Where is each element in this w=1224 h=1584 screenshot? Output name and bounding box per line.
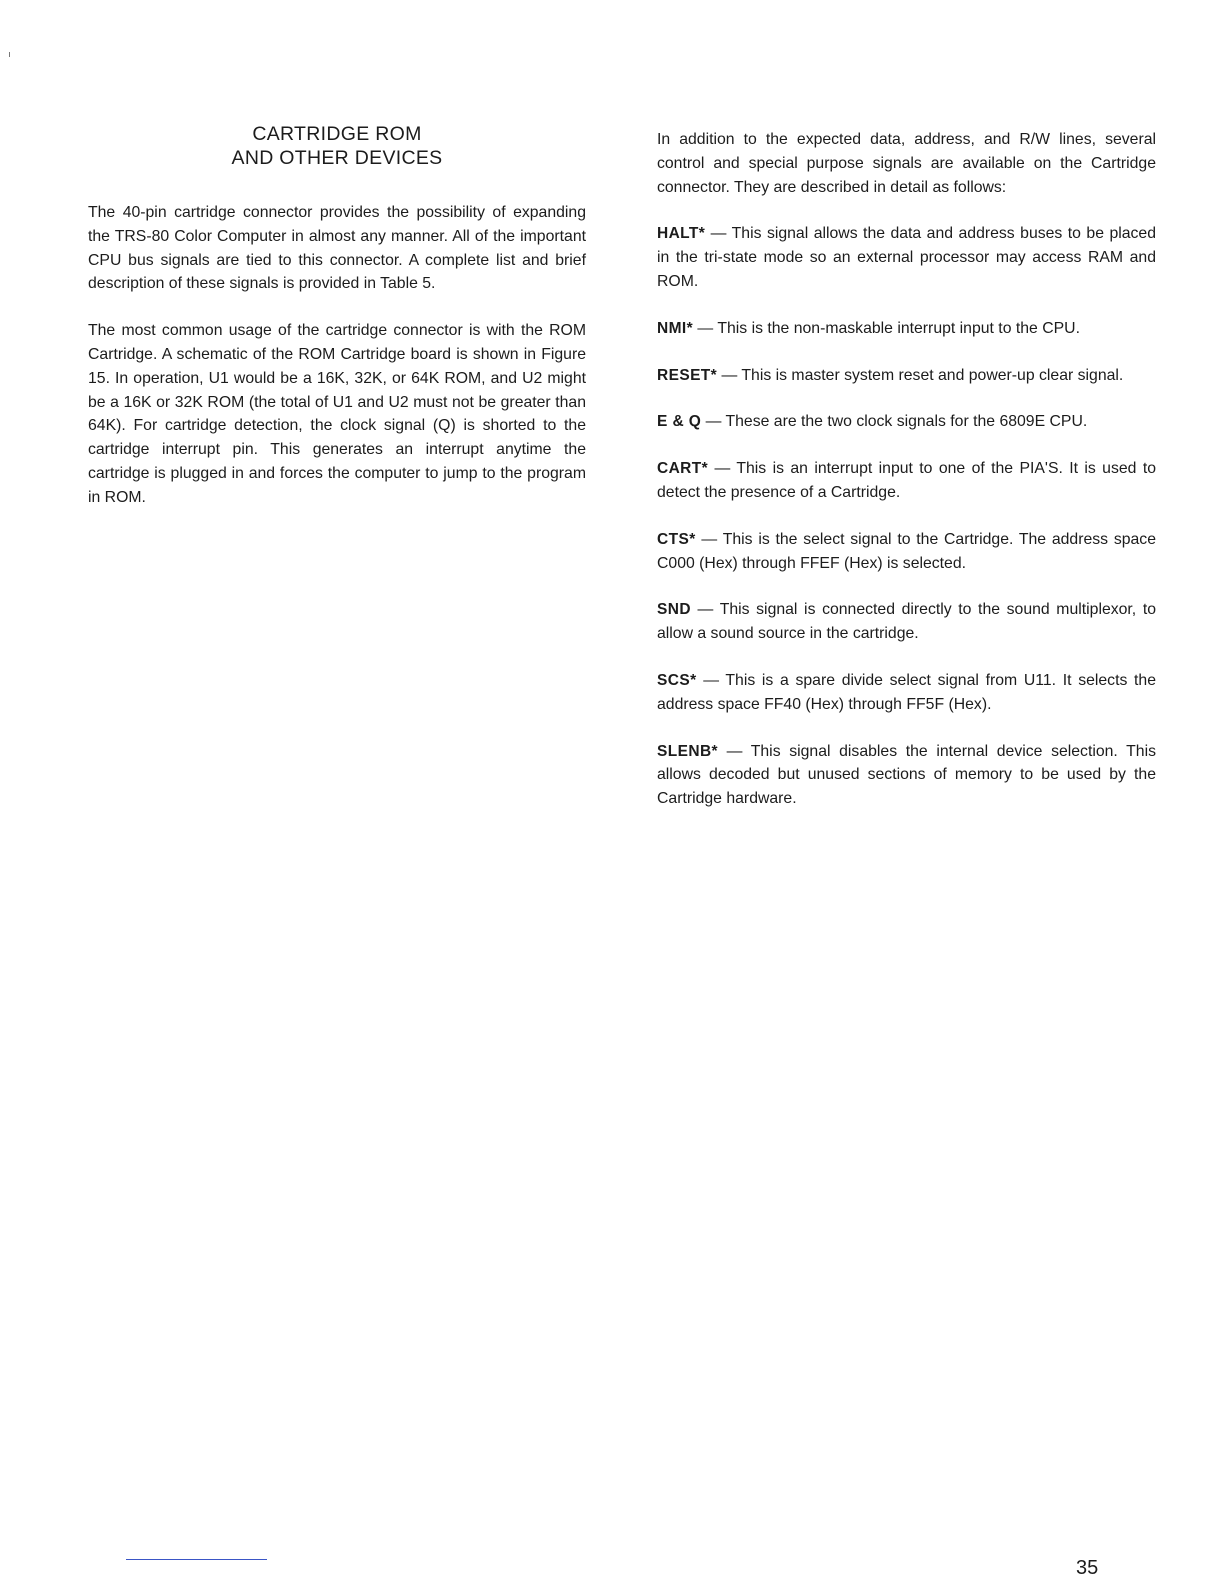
signal-entry-cart <box>657 457 1156 505</box>
signal-term: CART* <box>657 460 709 478</box>
right-column <box>657 128 1156 834</box>
section-heading <box>88 122 586 170</box>
signal-description: — These are the two clock signals for the 6809E CPU. <box>701 413 1088 431</box>
signal-description: — This signal is connected directly to the sound multiplexor, to allow a sound source in the cartridge. <box>657 601 1156 643</box>
heading-line-1: CARTRIDGE ROM <box>252 123 422 145</box>
scan-speck <box>9 52 10 57</box>
signal-entry-halt <box>657 222 1156 293</box>
signal-term: SCS* <box>657 671 697 689</box>
signal-term: SND <box>657 601 691 619</box>
paragraph-signals-intro: In addition to the expected data, address, and R/W lines, several control and special purpose signals are available on the Cartridge connector. They are described in detail as follows: <box>657 131 1156 196</box>
signal-description: — This is master system reset and power-up clear signal. <box>717 366 1124 384</box>
signal-term: HALT* <box>657 225 706 243</box>
signal-entry-e-q <box>657 410 1156 434</box>
signal-description: — This is an interrupt input to one of the PIA'S. It is used to detect the presence of a Cartridge. <box>657 460 1156 501</box>
page-number: 35 <box>1076 1557 1099 1579</box>
signal-term: CTS* <box>657 530 696 548</box>
signal-description: — This is a spare divide select signal from U11. It selects the address space FF40 (Hex) through FF5F (Hex). <box>657 671 1156 713</box>
signal-entry-nmi <box>657 317 1156 341</box>
left-column <box>88 122 586 510</box>
signal-entry-snd <box>657 598 1156 646</box>
footer-rule <box>126 1559 267 1560</box>
paragraph-rom-cartridge: The most common usage of the cartridge connector is with the ROM Cartridge. A schematic of the ROM Cartridge board is shown in Figure 15. In operation, U1 would be a 16K, 32K, or 64K ROM, and U2 might be a 16K or 32K ROM (the total of U1 and U2 must not be greater than 64K). For cartridge detection, the clock signal (Q) is shorted to the cartridge interrupt pin. This generates an interrupt anytime the cartridge is plugged in and forces the computer to jump to the program in ROM. <box>88 322 586 506</box>
signal-entry-slenb <box>657 740 1156 811</box>
signal-term: E & Q <box>657 413 702 431</box>
signal-entry-cts <box>657 528 1156 576</box>
signal-term: RESET* <box>657 366 718 384</box>
signal-entry-reset <box>657 364 1156 388</box>
signal-term: NMI* <box>657 319 694 337</box>
signal-entry-scs <box>657 669 1156 717</box>
signal-description: — This is the non-maskable interrupt input to the CPU. <box>693 319 1080 337</box>
signal-description: — This signal allows the data and address buses to be placed in the tri-state mode so an external processor may access RAM and ROM. <box>657 225 1156 290</box>
signal-description: — This signal disables the internal device selection. This allows decoded but unused sections of memory to be used by the Cartridge hardware. <box>657 742 1156 808</box>
signal-description: — This is the select signal to the Cartridge. The address space C000 (Hex) through FFEF (Hex) is selected. <box>657 530 1156 572</box>
signal-term: SLENB* <box>657 742 718 760</box>
paragraph-connector-overview: The 40-pin cartridge connector provides the possibility of expanding the TRS-80 Color Computer in almost any manner. All of the important CPU bus signals are tied to this connector. A complete list and brief description of these signals is provided in Table 5. <box>88 204 586 293</box>
heading-line-2: AND OTHER DEVICES <box>231 147 443 169</box>
